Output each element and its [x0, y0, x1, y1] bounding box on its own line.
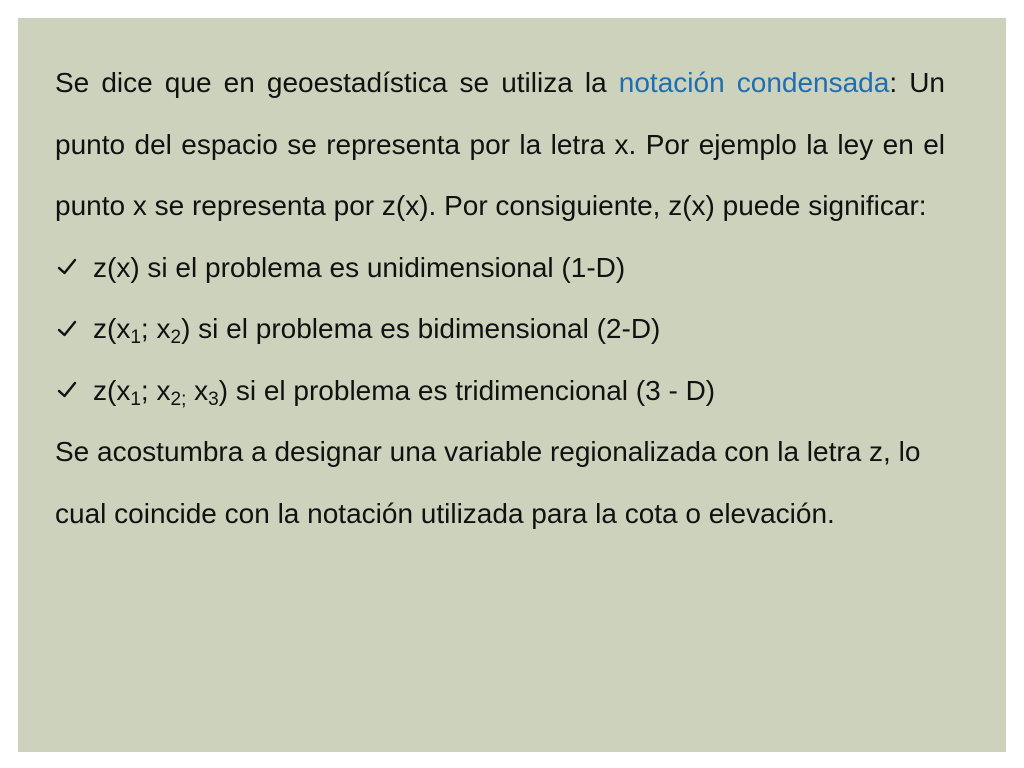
text-part: z(x — [93, 313, 131, 344]
text-part: ; x — [140, 374, 171, 406]
highlight-term: notación condensada — [618, 67, 890, 98]
text-part: ) si el problema es tridimencional (3 - D) — [218, 374, 716, 406]
checkmark-icon — [57, 360, 81, 422]
slide-content — [55, 52, 945, 544]
subscript: 3 — [208, 388, 219, 410]
slide — [18, 18, 1006, 752]
text-part: ; x — [140, 313, 171, 344]
bullet-text-3d — [93, 374, 716, 410]
bullet-item-2d — [55, 298, 945, 360]
closing-paragraph: Se acostumbra a designar una variable regionalizada con la letra z, lo cual coincide con la notación utilizada para la cota o elevación. — [55, 436, 921, 529]
intro-text-start: Se dice que en geoestadística se utiliza la — [55, 67, 619, 98]
text-part: ) si el problema es bidimensional (2-D) — [181, 313, 661, 344]
bullet-list — [55, 237, 945, 422]
bullet-text-1d: z(x) si el problema es unidimensional (1-D) — [93, 251, 626, 283]
subscript: 2; — [170, 388, 187, 410]
text-part: x — [186, 374, 209, 406]
bullet-item-1d — [55, 237, 945, 299]
text-part: z(x — [93, 374, 131, 406]
subscript: 1 — [130, 326, 141, 348]
intro-text-end: : Un punto del espacio se representa por la letra x. Por ejemplo la ley en el punto x se representa por z(x). Por consiguiente, z(x) puede significar: — [55, 67, 945, 221]
subscript: 1 — [130, 388, 141, 410]
bullet-item-3d — [55, 360, 945, 422]
subscript: 2 — [170, 326, 182, 348]
bullet-text-2d — [93, 313, 661, 348]
checkmark-icon — [57, 298, 81, 360]
intro-paragraph — [55, 52, 945, 237]
checkmark-icon — [57, 237, 81, 299]
